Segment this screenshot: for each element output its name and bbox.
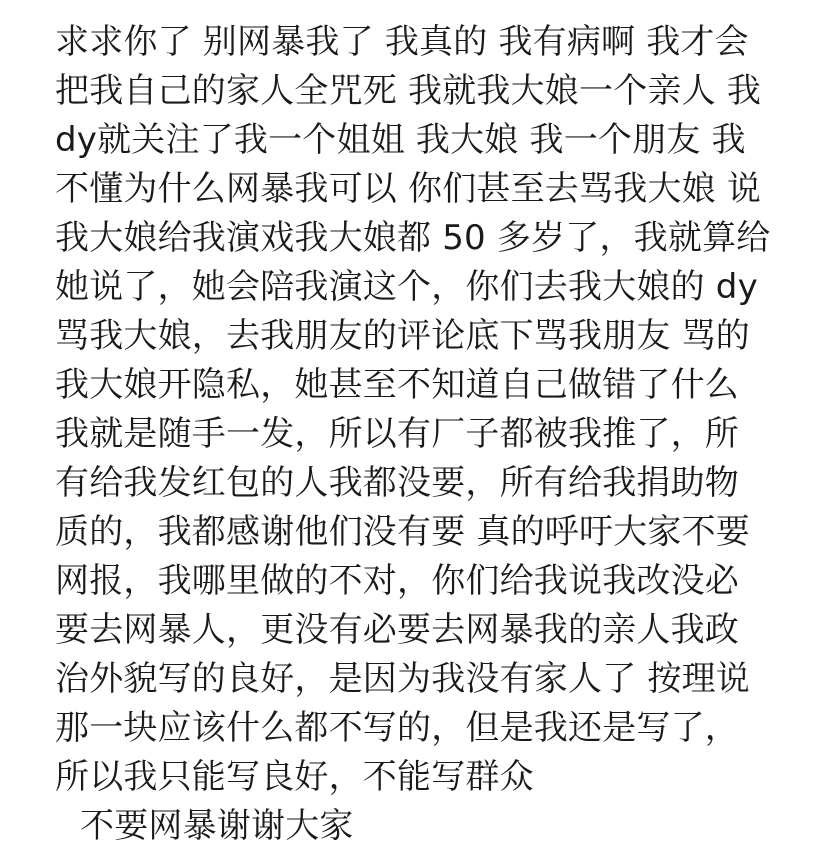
- closing-line: 不要网暴谢谢大家: [80, 806, 354, 846]
- text-line: dy就关注了我一个姐姐 我大娘 我一个朋友 我: [55, 120, 746, 160]
- text-line: 求求你了 别网暴我了 我真的 我有病啊 我才会: [55, 22, 749, 62]
- text-line: 网报，我哪里做的不对，你们给我说我改没必: [55, 561, 739, 601]
- text-line: 要去网暴人，更没有必要去网暴我的亲人我政: [55, 610, 739, 650]
- text-line: 我大娘给我演戏我大娘都 50 多岁了，我就算给: [55, 218, 771, 258]
- text-line: 我大娘开隐私，她甚至不知道自己做错了什么: [55, 365, 739, 405]
- text-line: 所以我只能写良好，不能写群众: [55, 757, 534, 797]
- text-line: 质的，我都感谢他们没有要 真的呼吁大家不要: [55, 512, 751, 552]
- text-line: 把我自己的家人全咒死 我就我大娘一个亲人 我: [55, 71, 762, 111]
- text-line: 骂我大娘，去我朋友的评论底下骂我朋友 骂的: [55, 316, 751, 356]
- text-line: 治外貌写的良好，是因为我没有家人了 按理说: [55, 659, 751, 699]
- text-line: 我就是随手一发，所以有厂子都被我推了，所: [55, 414, 739, 454]
- text-line: 有给我发红包的人我都没要，所有给我捐助物: [55, 463, 739, 503]
- text-line: 那一块应该什么都不写的，但是我还是写了，: [55, 708, 739, 748]
- text-line: 她说了，她会陪我演这个，你们去我大娘的 dy: [55, 267, 758, 307]
- text-line: 不懂为什么网暴我可以 你们甚至去骂我大娘 说: [55, 169, 762, 209]
